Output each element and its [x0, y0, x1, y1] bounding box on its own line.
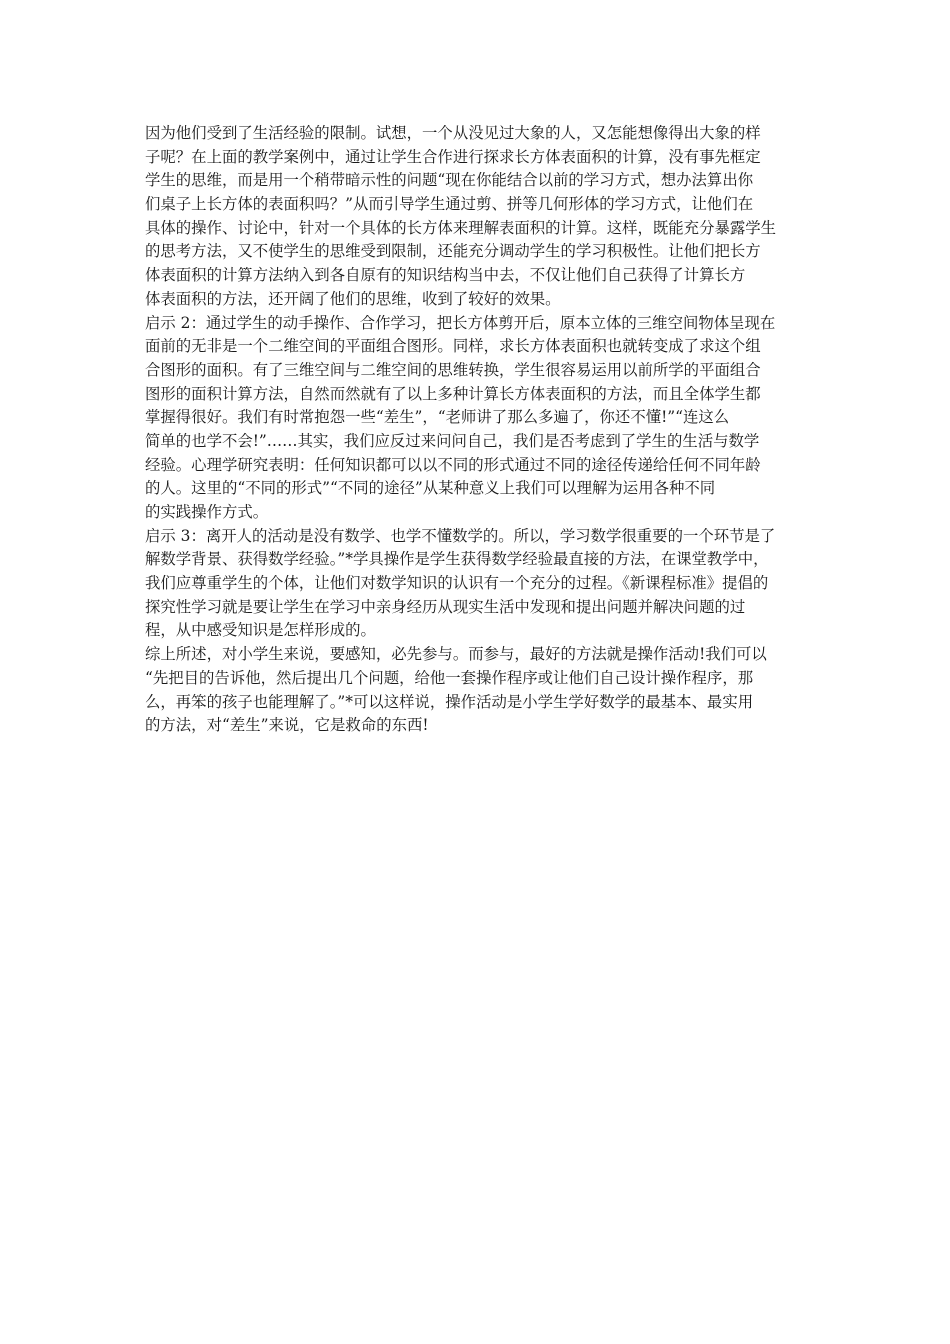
paragraph-4: [145, 643, 820, 738]
text-line: 的人。这里的“不同的形式”“不同的途径”从某种意义上我们可以理解为运用各种不同: [145, 479, 716, 498]
text-line: 面前的无非是一个二维空间的平面组合图形。同样，求长方体表面积也就转变成了求这个组: [145, 337, 761, 356]
text-line: “先把目的告诉他，然后提出几个问题，给他一套操作程序或让他们自己设计操作程序，那: [145, 668, 754, 687]
text-line: 体表面积的计算方法纳入到各自原有的知识结构当中去，不仅让他们自己获得了计算长方: [145, 266, 746, 285]
text-line: 经验。心理学研究表明：任何知识都可以以不同的形式通过不同的途径传递给任何不同年龄: [145, 455, 761, 474]
text-line: 解数学背景、获得数学经验。”*学具操作是学生获得数学经验最直接的方法，在课堂教学中，: [145, 550, 769, 569]
text-line: 简单的也学不会!”……其实，我们应反过来问问自己，我们是否考虑到了学生的生活与数学: [145, 431, 760, 450]
paragraph-1: [145, 122, 820, 312]
text-line: 的思考方法，又不使学生的思维受到限制，还能充分调动学生的学习积极性。让他们把长方: [145, 242, 761, 261]
text-line: 具体的操作、讨论中，针对一个具体的长方体来理解表面积的计算。这样，既能充分暴露学生: [145, 218, 777, 237]
text-line: 掌握得很好。我们有时常抱怨一些“差生”，“老师讲了那么多遍了，你还不懂!”“连这么: [145, 408, 730, 427]
text-line: 们桌子上长方体的表面积吗？”从而引导学生通过剪、拼等几何形体的学习方式，让他们在: [145, 195, 754, 214]
text-line: 综上所述，对小学生来说，要感知，必先参与。而参与，最好的方法就是操作活动!我们可以: [145, 645, 767, 664]
text-line: 程，从中感受知识是怎样形成的。: [145, 621, 376, 640]
text-line: 因为他们受到了生活经验的限制。试想，一个从没见过大象的人，又怎能想像得出大象的样: [145, 124, 761, 142]
text-line: 启示 2：通过学生的动手操作、合作学习，把长方体剪开后，原本立体的三维空间物体呈现在: [145, 313, 776, 332]
paragraph-2: [145, 312, 820, 525]
text-line: 么，再笨的孩子也能理解了。”*可以这样说，操作活动是小学生学好数学的最基本、最实用: [145, 692, 754, 711]
text-line: 图形的面积计算方法，自然而然就有了以上多种计算长方体表面积的方法，而且全体学生都: [145, 384, 761, 403]
text-line: 子呢？在上面的教学案例中，通过让学生合作进行探求长方体表面积的计算，没有事先框定: [145, 147, 761, 166]
text-line: 体表面积的方法，还开阔了他们的思维，收到了较好的效果。: [145, 289, 561, 308]
text-line: 启示 3：离开人的活动是没有数学、也学不懂数学的。所以，学习数学很重要的一个环节是了: [145, 526, 776, 545]
text-line: 合图形的面积。有了三维空间与二维空间的思维转换，学生很容易运用以前所学的平面组合: [145, 360, 761, 379]
text-line: 探究性学习就是要让学生在学习中亲身经历从现实生活中发现和提出问题并解决问题的过: [145, 597, 746, 616]
text-line: 学生的思维，而是用一个稍带暗示性的问题“现在你能结合以前的学习方式，想办法算出你: [145, 171, 754, 190]
paragraph-3: [145, 525, 820, 643]
text-line: 的实践操作方式。: [145, 503, 269, 521]
text-line: 我们应尊重学生的个体，让他们对数学知识的认识有一个充分的过程。《新课程标准》提倡的: [145, 574, 769, 593]
document-page: [145, 122, 820, 738]
text-line: 的方法，对“差生”来说，它是救命的东西!: [145, 716, 429, 735]
